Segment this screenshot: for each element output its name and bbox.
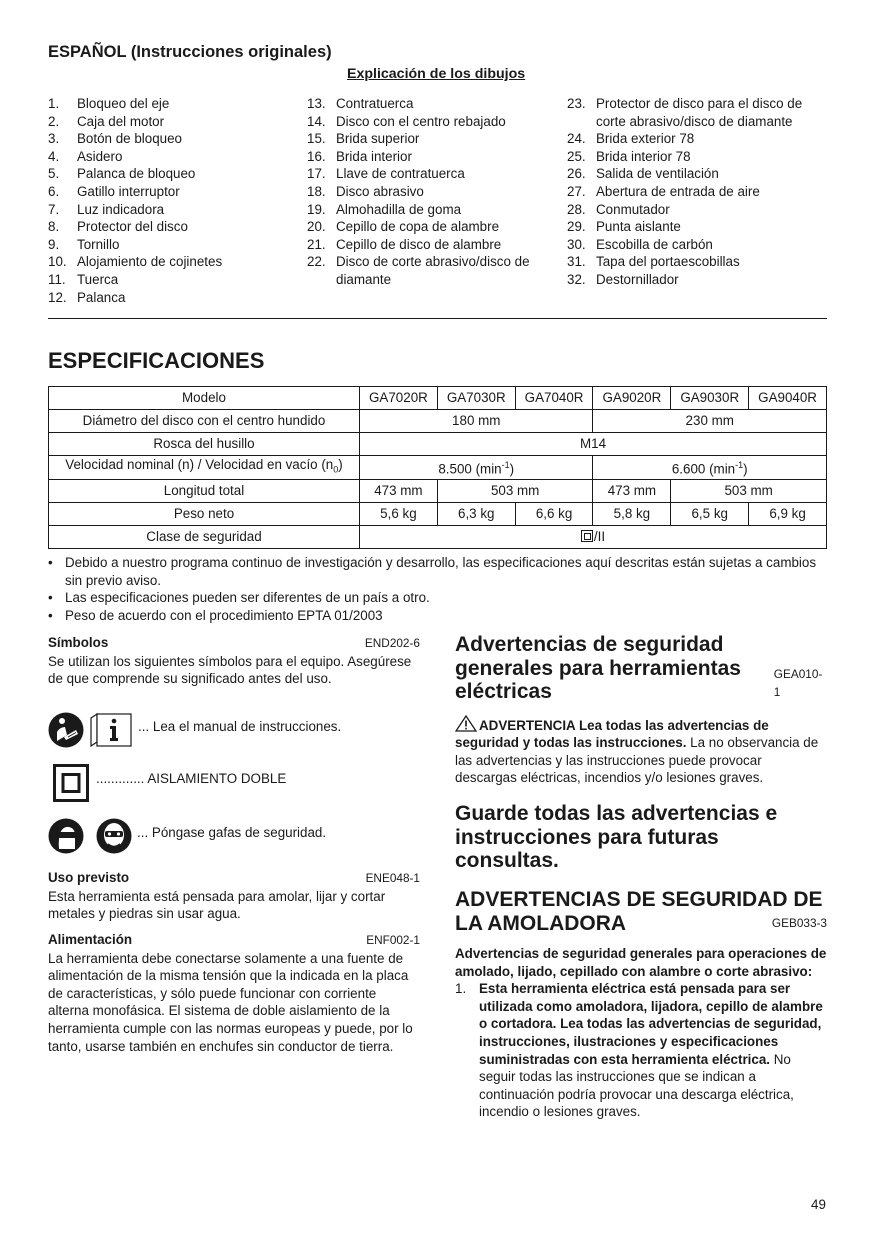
class-label: Clase de seguridad xyxy=(49,526,360,549)
goggles-symbol-row xyxy=(48,818,326,854)
list-item: 24. Brida exterior 78 xyxy=(567,131,695,147)
weight-cell: 6,9 kg xyxy=(749,503,827,526)
list-item: 31. Tapa del portaescobillas xyxy=(567,254,740,270)
table-row xyxy=(49,387,827,410)
double-insulation-text: ............. AISLAMIENTO DOBLE xyxy=(96,771,287,787)
grinder-warnings-section xyxy=(455,888,827,1121)
drawings-title: Explicación de los dibujos xyxy=(347,66,526,82)
speed-cell: 8.500 $(\min^{-1})$ xyxy=(360,456,593,480)
model-cell: GA7030R xyxy=(437,387,515,410)
weight-cell: 6,5 kg xyxy=(671,503,749,526)
thread-label: Rosca del husillo xyxy=(49,433,360,456)
double-insulation-row xyxy=(53,764,286,802)
specs-title: ESPECIFICACIONES xyxy=(48,348,265,373)
list-item: • Peso de acuerdo con el procedimiento EPTA 01/2003 xyxy=(48,607,383,623)
list-item: 25. Brida interior 78 xyxy=(567,148,691,164)
parts-list-col3 xyxy=(567,95,827,289)
info-book-icon xyxy=(89,713,133,747)
class-cell: /II xyxy=(360,526,827,549)
double-insulation-icon xyxy=(53,764,89,802)
goggles-symbol-text: ... Póngase gafas de seguridad. xyxy=(137,825,327,841)
model-cell: GA9020R xyxy=(593,387,671,410)
list-item: 11. Tuerca xyxy=(48,271,119,287)
power-text: La herramienta debe conectarse solamente a una fuente de alimentación de la misma tensión que la indicada en la placa de características, y sólo puede funcionar con corriente alterna monofásica. El sistema de doble aislamiento de la herramienta cumple con las normas europeas y puede, por lo tanto, usarse también en enchufes sin conductor de tierra. xyxy=(48,950,413,1054)
list-item: 1. Bloqueo del eje xyxy=(48,96,170,111)
power-title: Alimentación xyxy=(48,932,133,947)
table-row xyxy=(49,503,827,526)
intended-use-title: Uso previsto xyxy=(48,870,130,885)
read-manual-icon xyxy=(48,712,84,748)
grinder-warnings-title: ADVERTENCIAS DE SEGURIDAD DE LA AMOLADORA xyxy=(455,888,823,935)
model-cell: GA9030R xyxy=(671,387,749,410)
list-item: 12. Palanca xyxy=(48,289,126,305)
list-item: 10. Alojamiento de cojinetes xyxy=(48,254,223,270)
list-item: 30. Escobilla de carbón xyxy=(567,236,713,252)
list-item: 18. Disco abrasivo xyxy=(307,183,424,199)
table-row xyxy=(49,480,827,503)
speed-cell: 6.600 $(\min^{-1})$ xyxy=(593,456,827,480)
thread-cell: M14 xyxy=(360,433,827,456)
length-label: Longitud total xyxy=(49,480,360,503)
grinder-subtitle: Advertencias de seguridad generales para operaciones de amolado, lijado, cepillado con alambre o corte abrasivo: xyxy=(455,946,827,979)
list-item: 26. Salida de ventilación xyxy=(567,166,719,182)
list-item: 20. Cepillo de copa de alambre xyxy=(307,219,500,235)
model-cell: GA7020R xyxy=(360,387,438,410)
list-item: 14. Disco con el centro rebajado xyxy=(307,113,506,129)
manual-symbol-row xyxy=(48,712,341,748)
disc-label: Diámetro del disco con el centro hundido xyxy=(49,410,360,433)
warning-paragraph: ADVERTENCIA Lea todas las advertencias de seguridad y todas las instrucciones. La no observancia de las advertencias y las instrucciones puede provocar descargas eléctricas, incendios y/o lesiones graves. xyxy=(455,715,827,787)
weight-cell: 6,3 kg xyxy=(437,503,515,526)
double-insulation-icon xyxy=(581,530,593,542)
list-item: 22. Disco de corte abrasivo/disco de diamante xyxy=(307,254,530,287)
list-item: 2. Caja del motor xyxy=(48,113,165,129)
page-number: 49 xyxy=(811,1197,826,1212)
list-item: 23. Protector de disco para el disco de corte abrasivo/disco de diamante xyxy=(567,96,803,129)
list-item: 15. Brida superior xyxy=(307,131,420,147)
table-row xyxy=(49,433,827,456)
grinder-warnings-code: GEB033-3 xyxy=(771,916,827,931)
parts-list-col2 xyxy=(307,95,557,289)
intended-use-code: ENE048-1 xyxy=(365,871,420,885)
list-item: 28. Conmutador xyxy=(567,201,670,217)
list-item: 7. Luz indicadora xyxy=(48,201,165,217)
warning-triangle-icon xyxy=(455,715,477,732)
list-item: 6. Gatillo interruptor xyxy=(48,183,180,199)
list-item: 9. Tornillo xyxy=(48,236,120,252)
general-warnings-code: GEA010-1 xyxy=(773,667,823,699)
list-item: 17. Llave de contratuerca xyxy=(307,166,465,182)
manual-symbol-text: ... Lea el manual de instrucciones. xyxy=(138,719,342,735)
safety-goggles-icon xyxy=(48,818,84,854)
speed-label: Velocidad nominal (n) / Velocidad en vacío $(n_0)$ xyxy=(49,456,360,480)
symbols-code: END202-6 xyxy=(364,636,420,650)
symbols-intro: Se utilizan los siguientes símbolos para el equipo. Asegúrese de que comprende su significado antes del uso. xyxy=(48,653,412,687)
length-cell: 503 mm xyxy=(671,480,827,503)
length-cell: 473 mm xyxy=(360,480,438,503)
disc-cell: 180 mm xyxy=(360,410,593,433)
intended-use-section xyxy=(48,869,420,923)
power-section xyxy=(48,931,420,1055)
power-code: ENF002-1 xyxy=(366,933,420,947)
list-item: 3. Botón de bloqueo xyxy=(48,131,182,147)
specs-table xyxy=(48,386,827,549)
intended-use-text: Esta herramienta está pensada para amolar, lijar y cortar metales y piedras sin usar agua. xyxy=(48,888,386,922)
list-item: 27. Abertura de entrada de aire xyxy=(567,183,760,199)
symbols-title: Símbolos xyxy=(48,635,109,650)
spec-notes xyxy=(48,554,828,624)
general-warnings-section xyxy=(455,633,827,787)
list-item: 1. Esta herramienta eléctrica está pensada para ser utilizada como amoladora, lijadora, cepillo de alambre o cortadora. Lea todas las advertencias de seguridad, instrucciones, ilustraciones y especificaciones suministradas con esta herramienta eléctrica. No seguir todas las instrucciones que se indican a continuación podría provocar una descarga eléctrica, incendio o lesiones graves. xyxy=(455,981,823,1120)
length-cell: 503 mm xyxy=(437,480,593,503)
list-item: 4. Asidero xyxy=(48,148,123,164)
list-item: 8. Protector del disco xyxy=(48,219,188,235)
list-item: 21. Cepillo de disco de alambre xyxy=(307,236,502,252)
list-item: 19. Almohadilla de goma xyxy=(307,201,462,217)
table-row xyxy=(49,526,827,549)
list-item: 16. Brida interior xyxy=(307,148,412,164)
list-item: 29. Punta aislante xyxy=(567,219,681,235)
weight-label: Peso neto xyxy=(49,503,360,526)
symbols-section xyxy=(48,634,420,688)
face-protection-icon xyxy=(96,818,132,854)
list-item: 13. Contratuerca xyxy=(307,96,414,111)
model-cell: GA9040R xyxy=(749,387,827,410)
keep-instructions-title: Guarde todas las advertencias e instrucciones para futuras consultas. xyxy=(455,802,778,872)
weight-cell: 5,6 kg xyxy=(360,503,438,526)
length-cell: 473 mm xyxy=(593,480,671,503)
list-item: • Debido a nuestro programa continuo de investigación y desarrollo, las especificaciones aquí descritas están sujetas a cambios sin previo aviso. xyxy=(48,555,817,588)
list-item: 32. Destornillador xyxy=(567,271,679,287)
list-item: 5. Palanca de bloqueo xyxy=(48,166,196,182)
table-row xyxy=(49,456,827,480)
weight-cell: 6,6 kg xyxy=(515,503,593,526)
language-title: ESPAÑOL (Instrucciones originales) xyxy=(48,43,332,61)
model-label: Modelo xyxy=(49,387,360,410)
table-row xyxy=(49,410,827,433)
model-cell: GA7040R xyxy=(515,387,593,410)
parts-list-col1 xyxy=(48,95,298,306)
general-warnings-title: Advertencias de seguridad generales para herramientas eléctricas xyxy=(455,633,741,703)
list-item: • Las especificaciones pueden ser diferentes de un país a otro. xyxy=(48,590,430,606)
disc-cell: 230 mm xyxy=(593,410,827,433)
section-divider xyxy=(48,318,827,319)
weight-cell: 5,8 kg xyxy=(593,503,671,526)
